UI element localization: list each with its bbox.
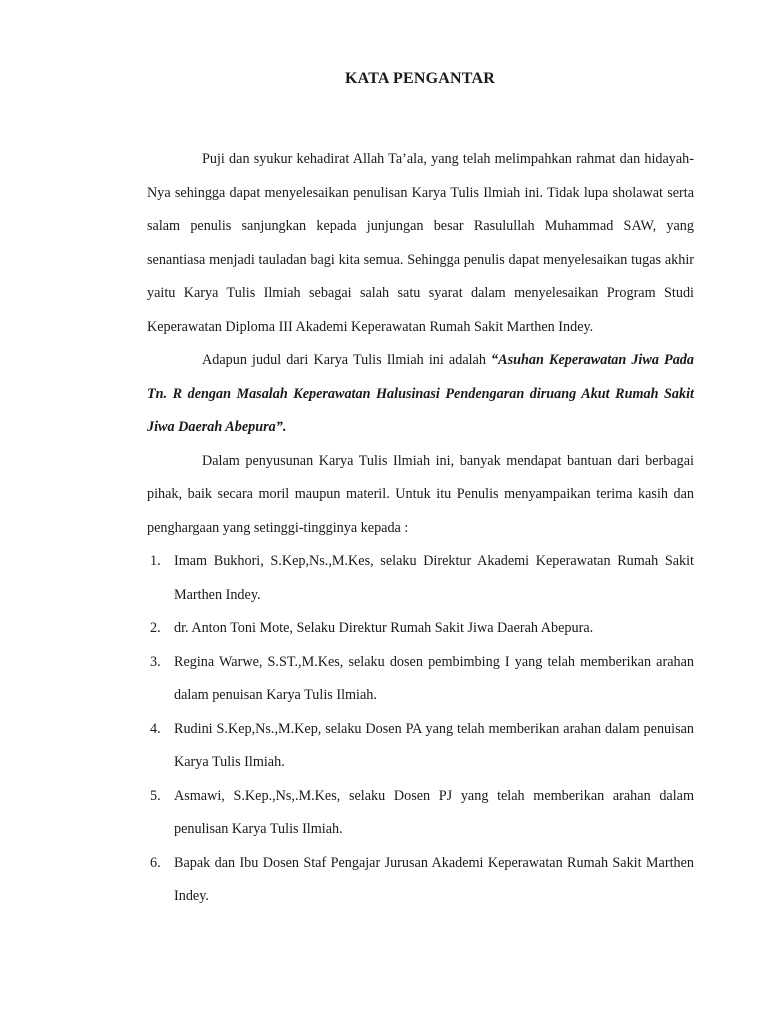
list-item-text: Regina Warwe, S.ST.,M.Kes, selaku dosen pembimbing I yang telah memberikan arahan dalam penuisan Karya Tulis Ilmiah. [174,653,694,703]
paragraph-thanks: Dalam penyusunan Karya Tulis Ilmiah ini, banyak mendapat bantuan dari berbagai pihak, baik secara moril maupun materil. Untuk itu Penulis menyampaikan terima kasih dan penghargaan yang setinggi-tingginya kepada : [147,452,694,536]
page-title: KATA PENGANTAR [345,70,495,87]
paragraph-gratitude: Puji dan syukur kehadirat Allah Ta’ala, yang telah melimpahkan rahmat dan hidayah-Nya sehingga dapat menyelesaikan penulisan Karya Tulis Ilmiah ini. Tidak lupa sholawat serta salam penulis sanjungkan kepada junjungan besar Rasulullah Muhammad SAW, yang senantiasa menjadi tauladan bagi kita semua. Sehingga penulis dapat menyelesaikan tugas akhir yaitu Karya Tulis Ilmiah sebagai salah satu syarat dalam menyelesaikan Program Studi Keperawatan Diploma III Akademi Keperawatan Rumah Sakit Marthen Indey. [147,151,694,335]
list-item [147,545,694,612]
list-item-text: Bapak dan Ibu Dosen Staf Pengajar Jurusan Akademi Keperawatan Rumah Sakit Marthen Indey. [174,854,694,904]
paragraph-thesis-title [147,344,694,445]
list-item-number: 5. [150,787,161,804]
acknowledgement-list [147,545,694,914]
document-body [147,143,694,914]
list-item-text: Imam Bukhori, S.Kep,Ns.,M.Kes, selaku Direktur Akademi Keperawatan Rumah Sakit Marthen Indey. [174,553,694,603]
paragraph-thesis-intro: Adapun judul dari Karya Tulis Ilmiah ini adalah [202,352,492,368]
list-item-number: 3. [150,653,161,670]
list-item-number: 1. [150,553,161,569]
list-item [147,713,694,780]
list-item [147,646,694,713]
list-item [147,847,694,914]
list-item [147,780,694,847]
list-item [147,612,694,646]
list-item-number: 4. [150,720,161,737]
list-item-text: dr. Anton Toni Mote, Selaku Direktur Rumah Sakit Jiwa Daerah Abepura. [174,620,594,636]
list-item-number: 2. [150,620,161,636]
thesis-title-text: “Asuhan Keperawatan Jiwa Pada Tn. R dengan Masalah Keperawatan Halusinasi Pendengaran diruang Akut Rumah Sakit Jiwa Daerah Abepura”. [147,352,694,435]
list-item-number: 6. [150,854,161,871]
list-item-text: Rudini S.Kep,Ns.,M.Kep, selaku Dosen PA yang telah memberikan arahan dalam penuisan Karya Tulis Ilmiah. [174,720,694,770]
list-item-text: Asmawi, S.Kep.,Ns,.M.Kes, selaku Dosen PJ yang telah memberikan arahan dalam penulisan Karya Tulis Ilmiah. [174,787,694,837]
